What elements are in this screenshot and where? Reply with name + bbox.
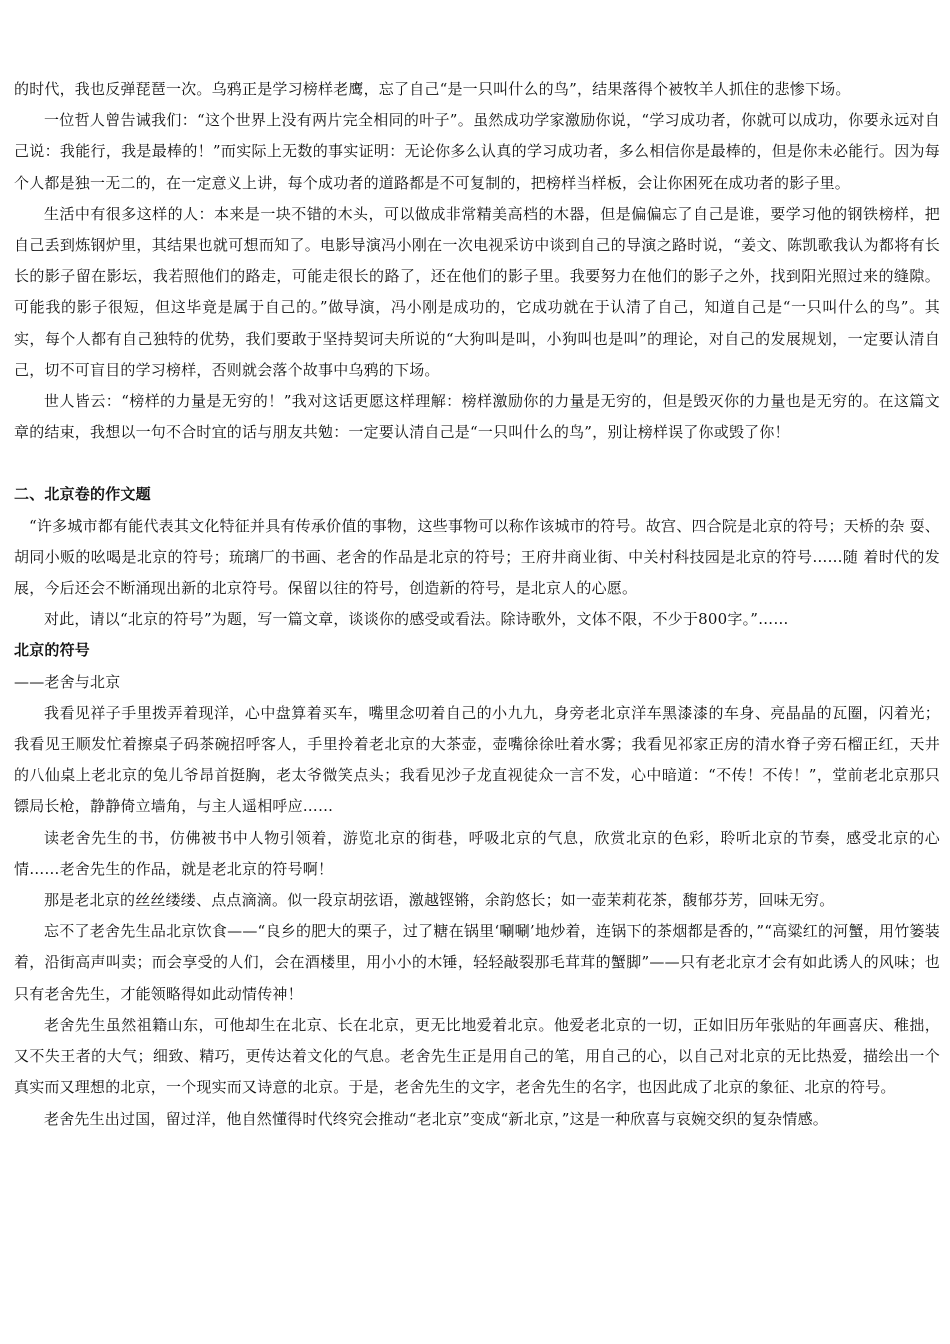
essay-paragraph: 那是老北京的丝丝缕缕、点点滴滴。似一段京胡弦语，激越铿锵，余韵悠长；如一壶茉莉花茶，馥郁芬芳，回味无穷。 — [44, 891, 835, 910]
essay-paragraph: 忘不了老舍先生品北京饮食——“良乡的肥大的栗子，过了糖在锅里‘唰唰’地炒着，连锅下的茶烟都是香的，”“高粱红的河蟹，用竹篓装着，沿街高声叫卖；而会享受的人们，会在酒楼里，用小小的木锤，轻轻敲裂那毛茸茸的蟹脚”——只有老北京才会有如此诱人的风味；也只有老舍先生，才能领略得如此动情传神！ — [14, 922, 940, 1003]
section-spacer — [14, 448, 940, 479]
essay-paragraph: 我看见祥子手里拨弄着现洋，心中盘算着买车，嘴里念叨着自己的小九九，身旁老北京洋车黑漆漆的车身、亮晶晶的瓦圈，闪着光；我看见王顺发忙着擦桌子码茶碗招呼客人，手里拎着老北京的大茶壶，壶嘴徐徐吐着水雾；我看见祁家正房的清水脊子旁石榴正红，天井的八仙桌上老北京的兔儿爷昂首挺胸，老太爷微笑点头；我看见沙子龙直视徒众一言不发，心中暗道：“不传！不传！”，堂前老北京那只镖局长枪，静静倚立墙角，与主人遥相呼应…… — [14, 703, 940, 816]
paragraph-life-examples: 生活中有很多这样的人：本来是一块不错的木头，可以做成非常精美高档的木器，但是偏偏忘了自己是谁，要学习他的钢铁榜样，把自己丢到炼钢炉里，其结果也就可想而知了。电影导演冯小刚在一次电视采访中谈到自己的导演之路时说，“姜文、陈凯歌我认为都将有长长的影子留在影坛，我若照他们的路走，可能走很长的路了，还在他们的影子里。我要努力在他们的影子之外，找到阳光照过来的缝隙。可能我的影子很短，但这毕竟是属于自己的。”做导演，冯小刚是成功的，它成功就在于认清了自己，知道自己是“一只叫什么的鸟”。其实，每个人都有自己独特的优势，我们要敢于坚持契诃夫所说的“大狗叫是叫，小狗叫也是叫”的理论，对自己的发展规划，一定要认清自己，切不可盲目的学习榜样，否则就会落个故事中乌鸦的下场。 — [14, 204, 940, 379]
essay-paragraph: 老舍先生出过国，留过洋，他自然懂得时代终究会推动“老北京”变成“新北京，”这是一种欣喜与哀婉交织的复杂情感。 — [44, 1109, 828, 1128]
prompt-instruction: 对此，请以“北京的符号”为题，写一篇文章，谈谈你的感受或看法。除诗歌外，文体不限，不少于800字。”…… — [44, 610, 789, 629]
paragraph-conclusion: 世人皆云：“榜样的力量是无穷的！”我对这话更愿这样理解：榜样激励你的力量是无穷的，但是毁灭你的力量也是无穷的。在这篇文章的结束，我想以一句不合时宜的话与朋友共勉：一定要认清自己是“一只叫什么的鸟”，别让榜样误了你或毁了你！ — [14, 392, 940, 442]
essay-paragraph: 老舍先生虽然祖籍山东，可他却生在北京、长在北京，更无比地爱着北京。他爱老北京的一切，正如旧历年张贴的年画喜庆、稚拙，又不失王者的大气；细致、精巧，更传达着文化的气息。老舍先生正是用自己的笔，用自己的心，以自己对北京的无比热爱，描绘出一个真实而又理想的北京，一个现实而又诗意的北京。于是，老舍先生的文字，老舍先生的名字，也因此成了北京的象征、北京的符号。 — [14, 1015, 940, 1097]
section-title: 二、北京卷的作文题 — [14, 485, 151, 504]
paragraph-continuation: 的时代，我也反弹琵琶一次。乌鸦正是学习榜样老鹰，忘了自己“是一只叫什么的鸟”，结果落得个被牧羊人抓住的悲惨下场。 — [14, 80, 851, 98]
essay-paragraph: 读老舍先生的书，仿佛被书中人物引领着，游览北京的街巷，呼吸北京的气息，欣赏北京的色彩，聆听北京的节奏，感受北京的心情……老舍先生的作品，就是老北京的符号啊！ — [14, 828, 940, 878]
essay-subtitle: ——老舍与北京 — [14, 672, 121, 691]
document-page — [14, 74, 940, 1135]
paragraph-philosopher: 一位哲人曾告诫我们：“这个世界上没有两片完全相同的叶子”。虽然成功学家激励你说，“学习成功者，你就可以成功，你要永远对自己说：我能行，我是最棒的！”而实际上无数的事实证明：无论你多么认真的学习成功者，多么相信你是最棒的，但是你未必能行。因为每个人都是独一无二的，在一定意义上讲，每个成功者的道路都是不可复制的，把榜样当样板，会让你困死在成功者的影子里。 — [14, 111, 940, 192]
essay-title: 北京的符号 — [14, 641, 91, 660]
prompt-paragraph: “许多城市都有能代表其文化特征并具有传承价值的事物，这些事物可以称作该城市的符号。故宫、四合院是北京的符号；天桥的杂 耍、胡同小贩的吆喝是北京的符号；琉璃厂的书画、老舍的作品是北京的符号；王府井商业街、中关村科技园是北京的符号……随 着时代的发展，今后还会不断涌现出新的北京符号。保留以往的符号，创造新的符号，是北京人的心愿。 — [14, 516, 940, 598]
